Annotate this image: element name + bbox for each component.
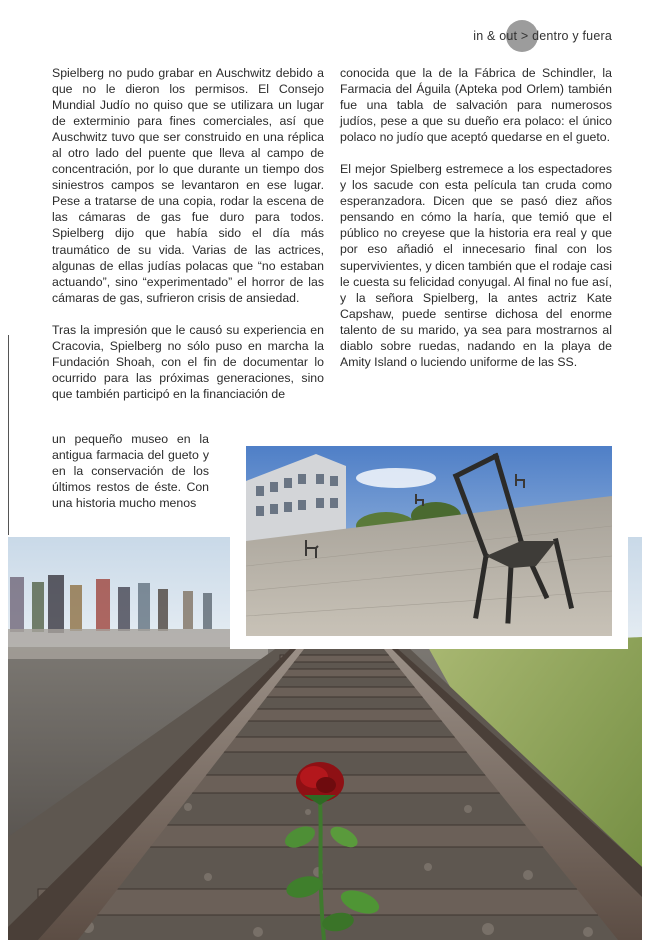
inset-photo-frame	[230, 431, 628, 649]
article-paragraph-continuation: un pequeño museo en la antigua farmacia del gueto y en la conservación de los últimos restos de éste. Con una historia mucho menos	[52, 432, 209, 511]
chairs-square-photo	[246, 446, 612, 636]
article-paragraph: Tras la impresión que le causó su experiencia en Cracovia, Spielberg no sólo puso en marcha la Fundación Shoah, con el fin de documentar lo ocurrido para las próximas generaciones, sino que también participó en la financiación de	[52, 322, 324, 401]
article-paragraph: conocida que la de la Fábrica de Schindler, la Farmacia del Águila (Apteka pod Orlem) también fue una tabla de salvación para numerosos judíos, pese a que su dueño era polaco: el único polaco no judío que aceptó quedarse en el gueto.	[340, 66, 612, 145]
article-paragraph: Spielberg no pudo grabar en Auschwitz debido a que no le dieron los permisos. El Consejo Mundial Judío no quiso que se utilizara un lugar de exterminio para fines comerciales, así que Auschwitz tuvo que ser construido en una réplica al otro lado del puente que lleva al campo de concentración, por lo que durante un tiempo dos siniestros campos se levantaron en ese lugar. Pese a tratarse de una copia, rodar la escena de las cámaras de gas fue duro para todos. Spielberg dijo que había sido el día más traumático de su vida. Varias de las actrices, algunas de ellas judías polacas que “no estaban actuando”, sino “experimentado” el horror de las cámaras de gas, sufrieron crisis de ansiedad.	[52, 66, 324, 305]
article-left-column	[52, 65, 324, 418]
article-paragraph: El mejor Spielberg estremece a los espectadores y los sacude con esta película tan cruda como esperanzadora. Dicen que se pasó diez años pensando en cómo la haría, que temió que el público no creyese que la historia era real y que por eso añadió el innecesario final con los supervivientes, y dicen también que el rodaje casi le cuesta su felicidad conyugal. Al final no fue así, y la señora Spielberg, la antes actriz Kate Capshaw, puede sentirse dichosa del enorme talento de su marido, ya sea para mostrarnos al diablo sobre ruedas, nadando en la playa de Amity Island o luciendo uniforme de las SS.	[340, 162, 612, 369]
margin-rule	[8, 335, 9, 535]
section-header	[473, 22, 612, 50]
article-right-column	[340, 65, 612, 386]
section-label: in & out > dentro y fuera	[473, 29, 612, 43]
